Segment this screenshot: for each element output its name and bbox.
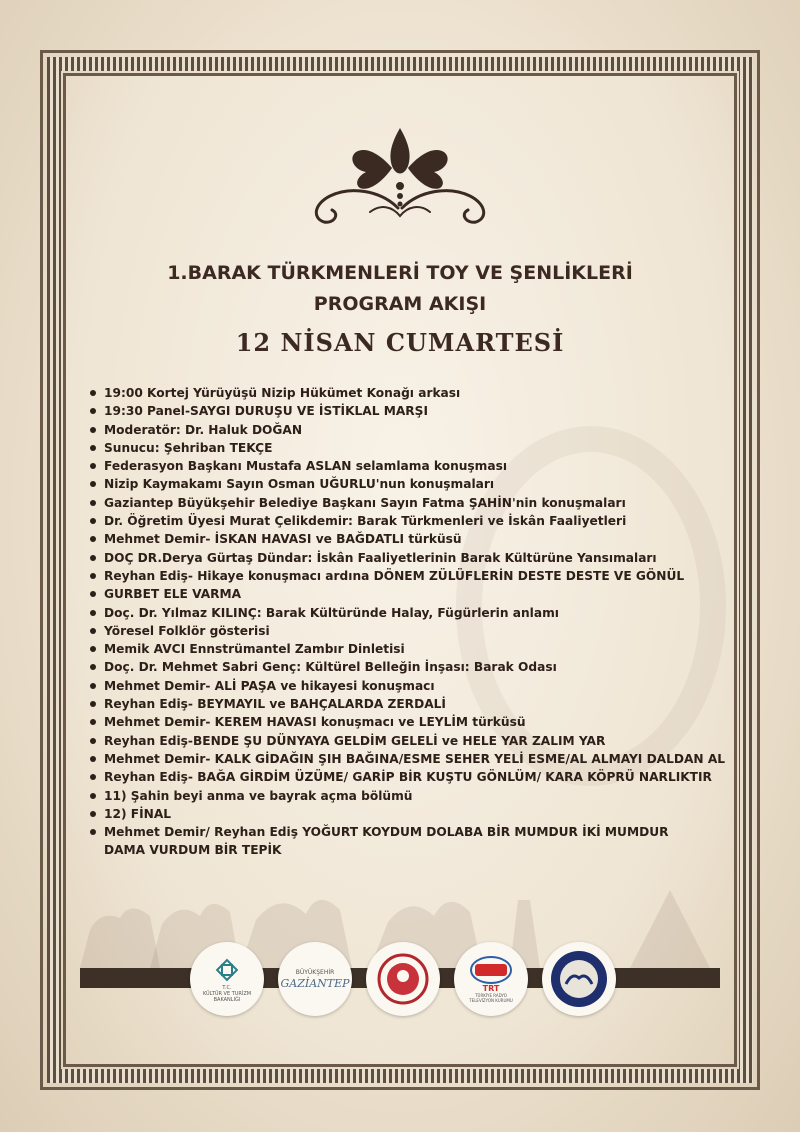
event-date: 12 NİSAN CUMARTESİ: [235, 328, 565, 357]
list-item: Mehmet Demir- KEREM HAVASI konuşmacı ve LEYLİM türküsü: [88, 713, 728, 731]
list-item: Doç. Dr. Yılmaz KILINÇ: Barak Kültüründe Halay, Fügürlerin anlamı: [88, 604, 728, 622]
bullet-icon: [90, 664, 96, 670]
federation-seal-icon: [548, 948, 610, 1010]
list-item: Yöresel Folklör gösterisi: [88, 622, 728, 640]
gaziantep-logo-caption: BÜYÜKŞEHİR: [295, 968, 335, 976]
bullet-icon: [90, 829, 96, 835]
ministry-logo-text: T.C. KÜLTÜR VE TURİZM BAKANLIĞI: [202, 985, 252, 1003]
list-item: DOÇ DR.Derya Gürtaş Dündar: İskân Faaliyetlerinin Barak Kültürüne Yansımaları: [88, 549, 728, 567]
gaziantep-logo: [278, 942, 352, 1016]
bullet-icon: [90, 390, 96, 396]
bullet-icon: [90, 646, 96, 652]
bullet-icon: [90, 408, 96, 414]
list-item: Nizip Kaymakamı Sayın Osman UĞURLU'nun konuşmaları: [88, 475, 728, 493]
list-item: Mehmet Demir- KALK GİDAĞIN ŞIH BAĞINA/ESME SEHER YELİ ESME/AL ALMAYI DALDAN AL: [88, 750, 728, 768]
bullet-icon: [90, 573, 96, 579]
ornament-icon: [300, 120, 500, 230]
list-item: 19:00 Kortej Yürüyüşü Nizip Hükümet Konağı arkası: [88, 384, 728, 402]
bullet-icon: [90, 481, 96, 487]
sponsor-logos: [190, 942, 630, 1022]
list-item: 19:30 Panel-SAYGI DURUŞU VE İSTİKLAL MARŞI: [88, 402, 728, 420]
bullet-icon: [90, 738, 96, 744]
ministry-emblem-icon: [212, 955, 242, 985]
trt-logo-label: TRT: [482, 984, 500, 993]
list-item: Mehmet Demir/ Reyhan Ediş YOĞURT KOYDUM DOLABA BİR MUMDUR İKİ MUMDUR: [88, 823, 728, 841]
seal-icon: [376, 952, 430, 1006]
bullet-icon: [90, 500, 96, 506]
list-item-continuation: DAMA VURDUM BİR TEPİK: [104, 843, 282, 858]
bullet-icon: [90, 683, 96, 689]
list-item: Moderatör: Dr. Haluk DOĞAN: [88, 421, 728, 439]
bullet-icon: [90, 463, 96, 469]
bullet-icon: [90, 518, 96, 524]
bullet-icon: [90, 811, 96, 817]
federation-logo: [542, 942, 616, 1016]
bullet-icon: [90, 536, 96, 542]
event-subtitle: PROGRAM AKIŞI: [313, 293, 487, 315]
trt-logo-subtitle: TÜRKİYE RADYO TELEVİZYON KURUMU: [469, 993, 513, 1003]
bullet-icon: [90, 427, 96, 433]
governorship-logo: [366, 942, 440, 1016]
program-list: [88, 384, 728, 860]
list-item: Mehmet Demir- ALİ PAŞA ve hikayesi konuşmacı: [88, 677, 728, 695]
list-item: Reyhan Ediş- Hikaye konuşmacı ardına DÖNEM ZÜLÜFLERİN DESTE DESTE VE GÖNÜL: [88, 567, 728, 585]
list-item: Federasyon Başkanı Mustafa ASLAN selamlama konuşması: [88, 457, 728, 475]
bullet-icon: [90, 610, 96, 616]
event-title: 1.BARAK TÜRKMENLERİ TOY VE ŞENLİKLERİ: [167, 262, 633, 284]
bullet-icon: [90, 445, 96, 451]
bullet-icon: [90, 793, 96, 799]
gaziantep-logo-name: GAZİANTEP: [280, 976, 350, 990]
list-item: Reyhan Ediş- BEYMAYIL ve BAHÇALARDA ZERDALİ: [88, 695, 728, 713]
bullet-icon: [90, 701, 96, 707]
bullet-icon: [90, 555, 96, 561]
list-item: Reyhan Ediş- BAĞA GİRDİM ÜZÜME/ GARİP BİR KUŞTU GÖNLÜM/ KARA KÖPRÜ NARLIKTIR: [88, 768, 728, 786]
list-item: Dr. Öğretim Üyesi Murat Çelikdemir: Barak Türkmenleri ve İskân Faaliyetleri: [88, 512, 728, 530]
list-item: 11) Şahin beyi anma ve bayrak açma bölümü: [88, 787, 728, 805]
bullet-icon: [90, 591, 96, 597]
list-item: Gaziantep Büyükşehir Belediye Başkanı Sayın Fatma ŞAHİN'nin konuşmaları: [88, 494, 728, 512]
trt-logo: [454, 942, 528, 1016]
bullet-icon: [90, 719, 96, 725]
list-item: Reyhan Ediş-BENDE ŞU DÜNYAYA GELDİM GELELİ ve HELE YAR ZALIM YAR: [88, 732, 728, 750]
list-item: GURBET ELE VARMA: [88, 585, 728, 603]
trt-emblem-icon: [469, 955, 513, 985]
list-item: 12) FİNAL: [88, 805, 728, 823]
ministry-logo: [190, 942, 264, 1016]
bullet-icon: [90, 774, 96, 780]
bullet-icon: [90, 628, 96, 634]
list-item: Memik AVCI Ennstrümantel Zambır Dinletisi: [88, 640, 728, 658]
list-item: Sunucu: Şehriban TEKÇE: [88, 439, 728, 457]
bullet-icon: [90, 756, 96, 762]
list-item: Doç. Dr. Mehmet Sabri Genç: Kültürel Belleğin İnşası: Barak Odası: [88, 658, 728, 676]
list-item: Mehmet Demir- İSKAN HAVASI ve BAĞDATLI türküsü: [88, 530, 728, 548]
